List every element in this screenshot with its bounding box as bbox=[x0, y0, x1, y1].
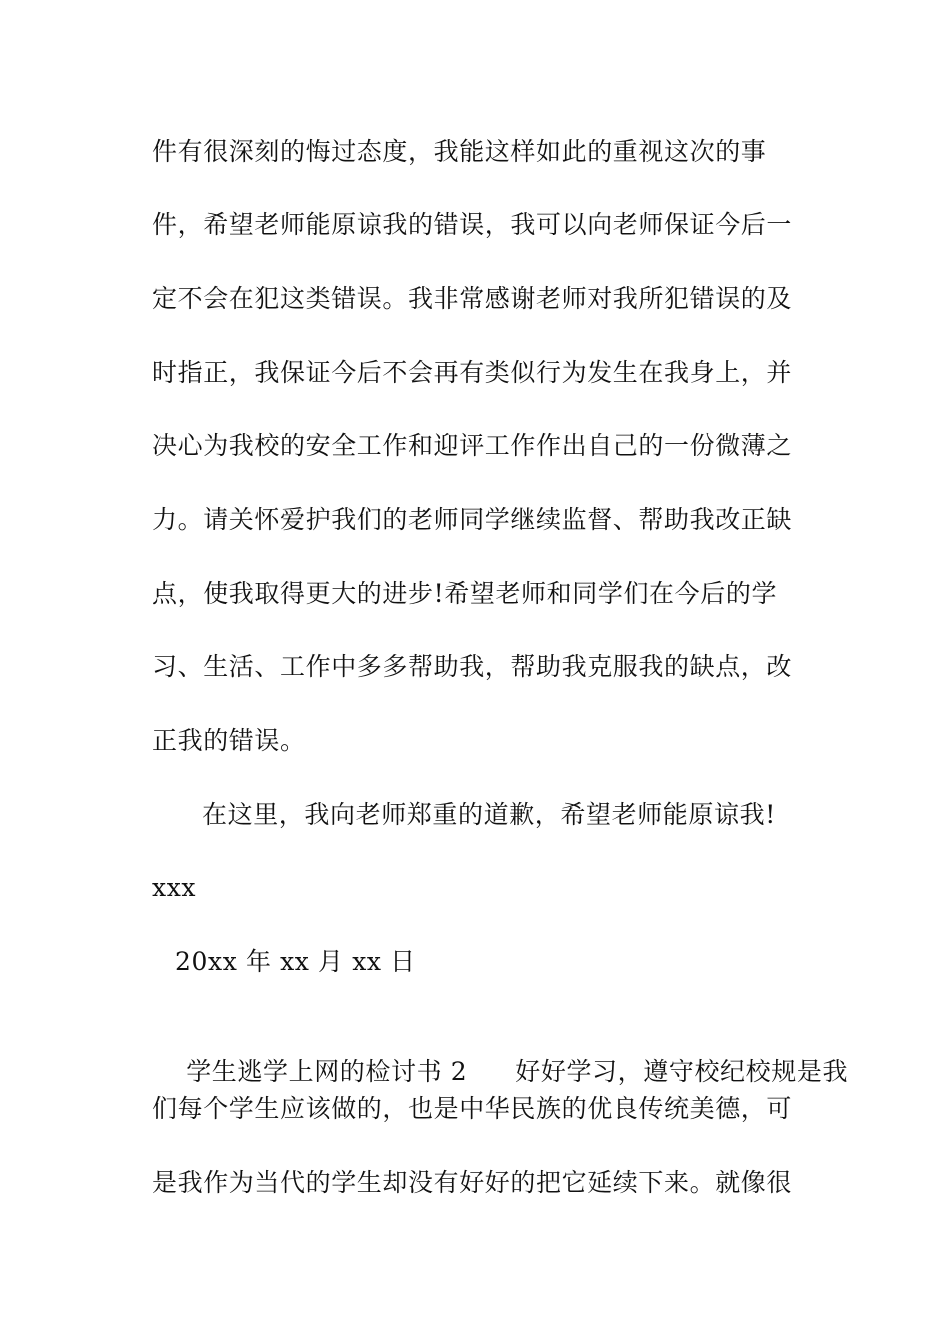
paragraph-line: 力。请关怀爱护我们的老师同学继续监督、帮助我改正缺 bbox=[152, 505, 793, 534]
paragraph-line: 正我的错误。 bbox=[152, 726, 306, 755]
date-line: 20xx 年 xx 月 xx 日 bbox=[175, 947, 416, 976]
paragraph-line: 点，使我取得更大的进步!希望老师和同学们在今后的学 bbox=[152, 579, 778, 608]
section-title: 学生逃学上网的检讨书 2 bbox=[186, 1057, 468, 1086]
paragraph-line: 件有很深刻的悔过态度，我能这样如此的重视这次的事 bbox=[152, 137, 767, 166]
paragraph-line: 决心为我校的安全工作和迎评工作作出自己的一份微薄之 bbox=[152, 431, 793, 460]
paragraph-line: 定不会在犯这类错误。我非常感谢老师对我所犯错误的及 bbox=[152, 284, 793, 313]
apology-line: 在这里，我向老师郑重的道歉，希望老师能原谅我! bbox=[202, 800, 776, 829]
section-first-line: 好好学习，遵守校纪校规是我 bbox=[515, 1057, 849, 1086]
paragraph-line: 时指正，我保证今后不会再有类似行为发生在我身上，并 bbox=[152, 358, 793, 387]
paragraph-line: 习、生活、工作中多多帮助我，帮助我克服我的缺点，改 bbox=[152, 652, 793, 681]
paragraph-line: 件，希望老师能原谅我的错误，我可以向老师保证今后一 bbox=[152, 210, 793, 239]
paragraph-line: 是我作为当代的学生却没有好好的把它延续下来。就像很 bbox=[152, 1168, 793, 1197]
paragraph-line: 们每个学生应该做的，也是中华民族的优良传统美德，可 bbox=[152, 1094, 793, 1123]
signature: xxx bbox=[152, 873, 197, 902]
